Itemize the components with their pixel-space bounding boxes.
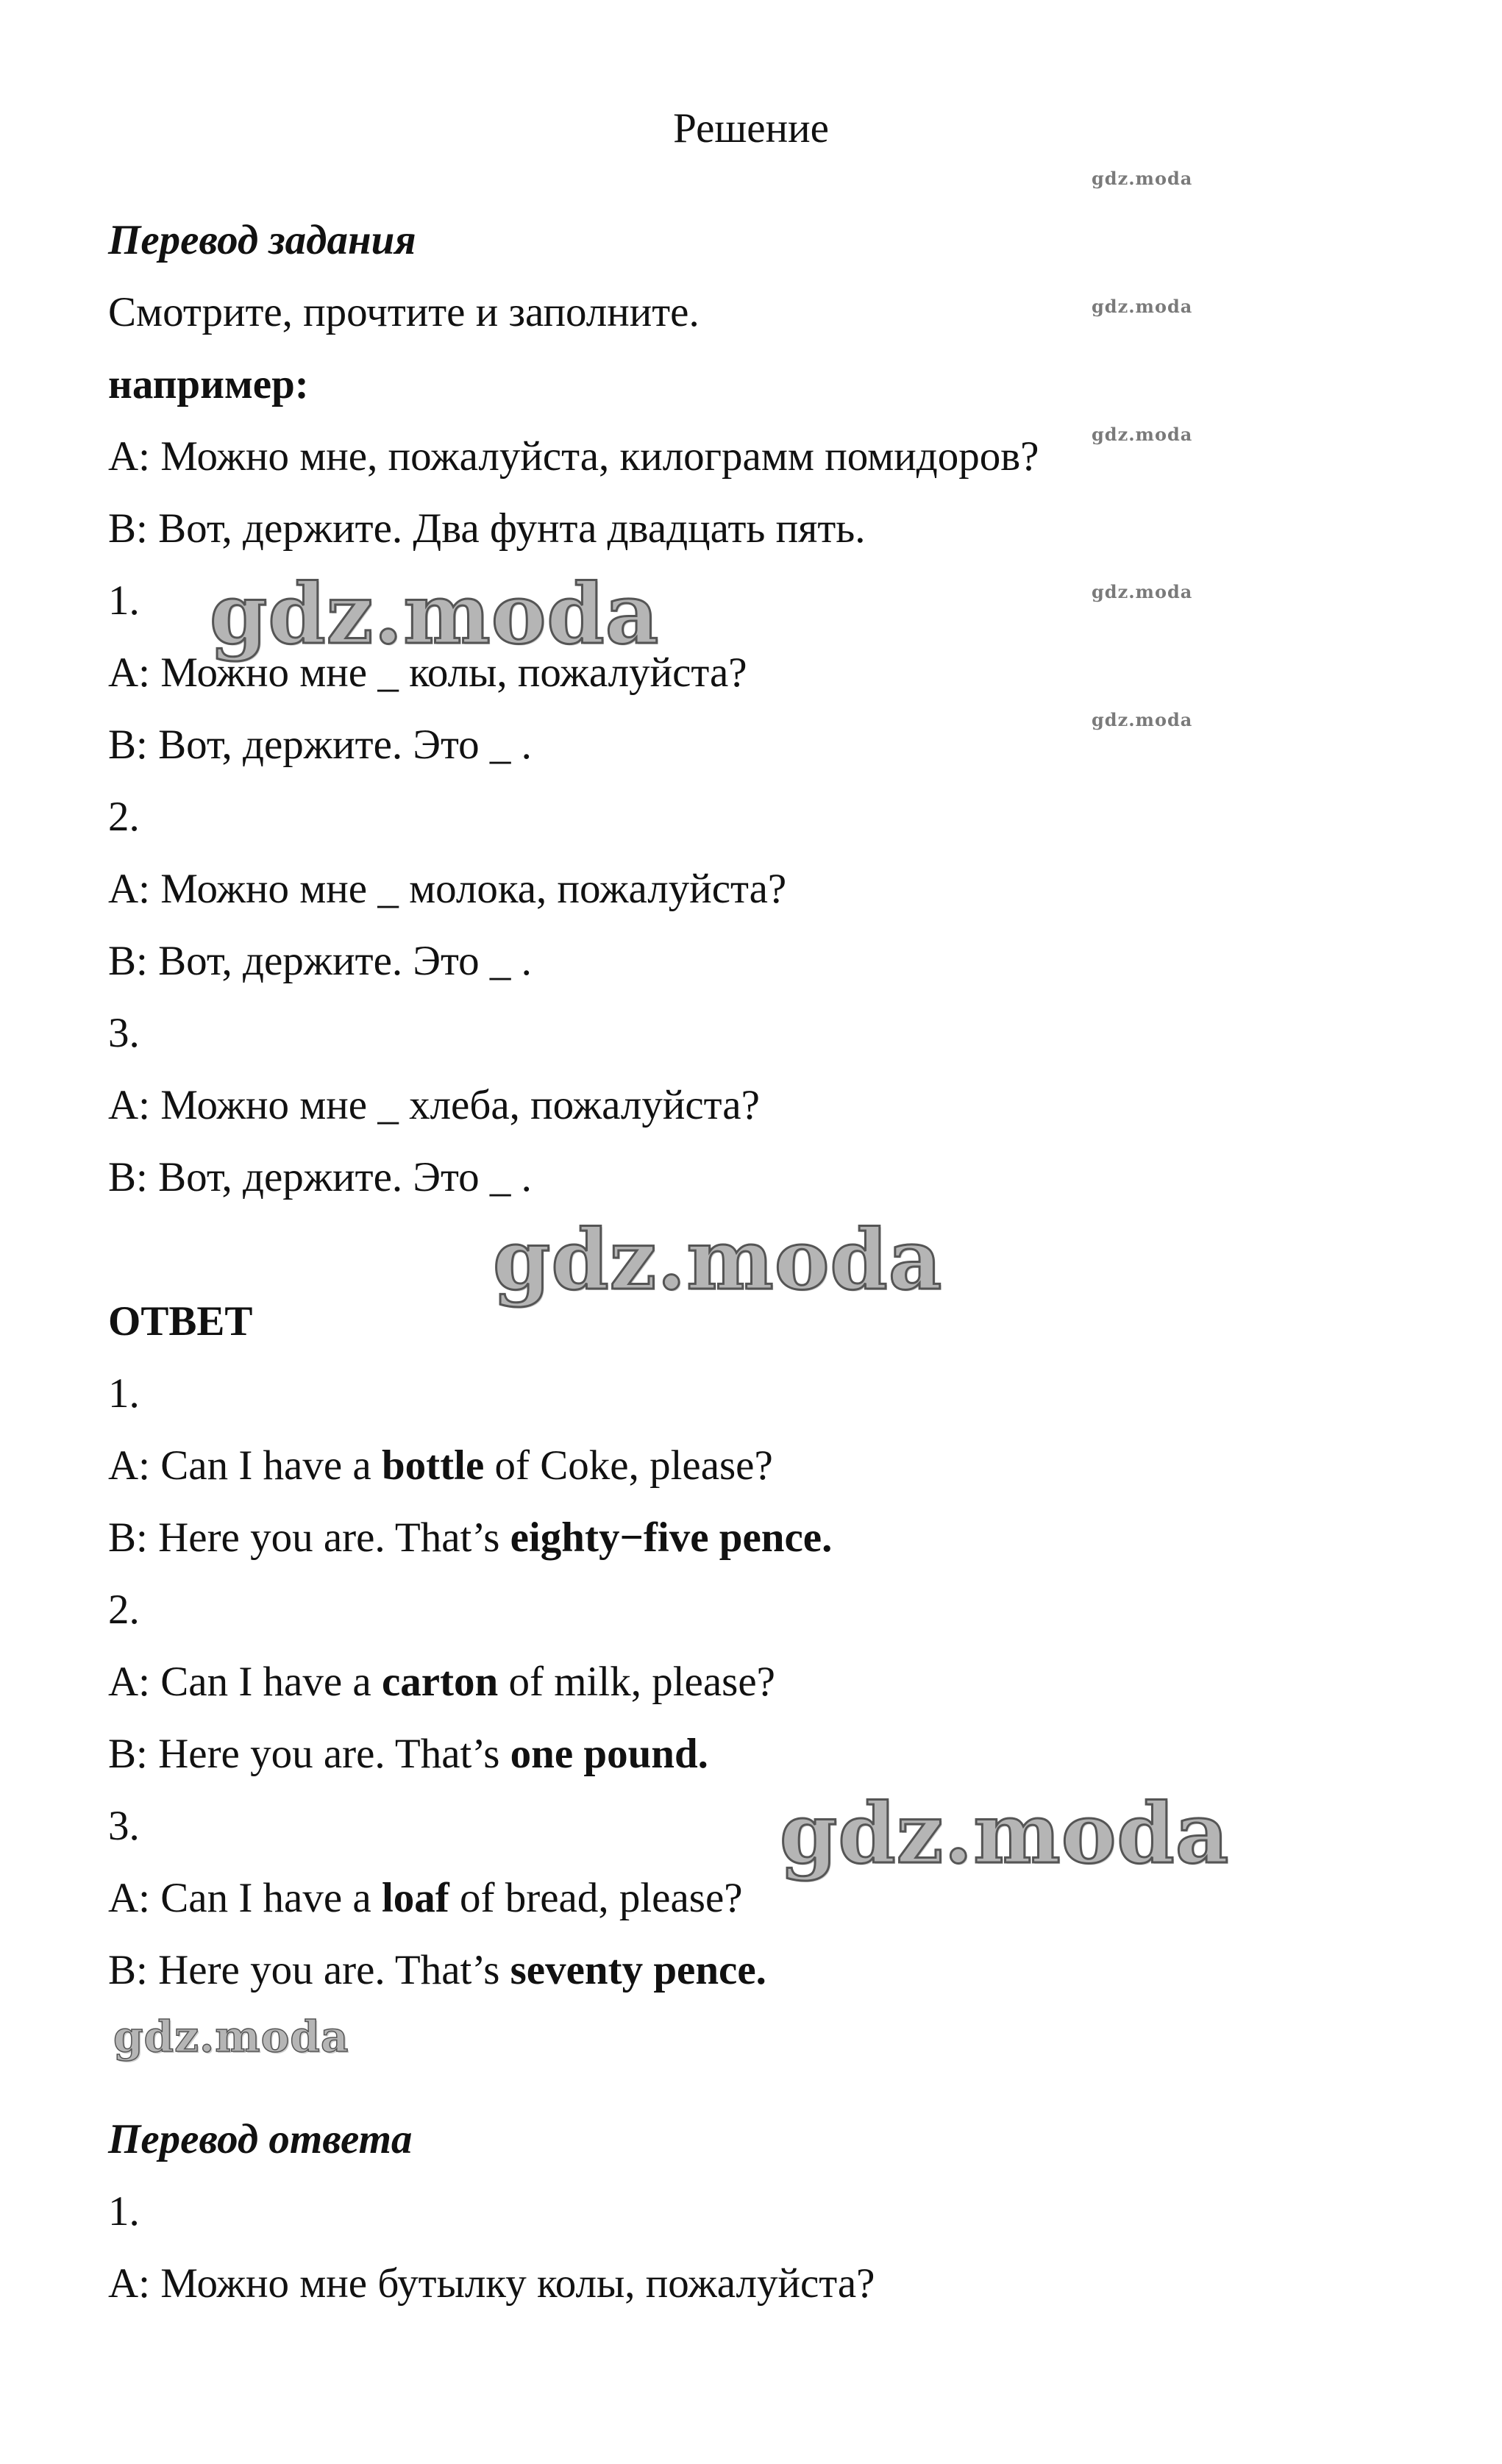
- task-item-number: 3.: [108, 1010, 140, 1056]
- task-item-line-b: B: Вот, держите. Это _ .: [108, 938, 532, 984]
- watermark: gdz.moda: [113, 2012, 349, 2062]
- answer-price: seventy pence.: [510, 1947, 766, 1993]
- task-item-line-a: A: Можно мне _ молока, пожалуйста?: [108, 866, 787, 912]
- answer-price: eighty−five pence.: [510, 1514, 833, 1561]
- watermark: gdz.moda: [1092, 168, 1193, 189]
- task-item-number: 2.: [108, 794, 140, 840]
- instruction-text: Смотрите, прочтите и заполните.: [108, 289, 700, 335]
- task-item-line-a: A: Можно мне _ хлеба, пожалуйста?: [108, 1082, 760, 1128]
- example-line-b: B: Вот, держите. Два фунта двадцать пять.: [108, 505, 866, 552]
- watermark: gdz.moda: [780, 1786, 1230, 1882]
- example-label: например:: [108, 361, 309, 407]
- task-translation-heading: Перевод задания: [108, 217, 416, 263]
- answer-line-b: B: Here you are. That’s seventy pence.: [108, 1947, 766, 1993]
- watermark: gdz.moda: [493, 1212, 943, 1308]
- answer-line-a: A: Can I have a carton of milk, please?: [108, 1659, 775, 1705]
- answer-item-number: 3.: [108, 1803, 140, 1849]
- answer-keyword: loaf: [381, 1875, 449, 1921]
- answer-heading: ОТВЕТ: [108, 1298, 253, 1345]
- example-line-a: A: Можно мне, пожалуйста, килограмм помидоров?: [108, 433, 1039, 480]
- task-item-line-b: B: Вот, держите. Это _ .: [108, 722, 532, 768]
- answer-line-a: A: Can I have a bottle of Coke, please?: [108, 1442, 773, 1489]
- answer-price: one pound.: [510, 1731, 708, 1777]
- watermark: gdz.moda: [1092, 296, 1193, 317]
- task-item-line-a: A: Можно мне _ колы, пожалуйста?: [108, 649, 747, 696]
- answer-item-number: 1.: [108, 1370, 140, 1417]
- answer-line-b: B: Here you are. That’s eighty−five pence.: [108, 1514, 833, 1561]
- answer-translation-heading: Перевод ответа: [108, 2116, 413, 2162]
- watermark: gdz.moda: [1092, 581, 1193, 602]
- answer-translation-line-a: A: Можно мне бутылку колы, пожалуйста?: [108, 2260, 875, 2307]
- task-item-number: 1.: [108, 577, 140, 624]
- answer-line-b: B: Here you are. That’s one pound.: [108, 1731, 708, 1777]
- answer-item-number: 2.: [108, 1587, 140, 1633]
- task-item-line-b: B: Вот, держите. Это _ .: [108, 1154, 532, 1200]
- page-title: Решение: [673, 105, 829, 152]
- answer-keyword: bottle: [381, 1442, 485, 1489]
- answer-keyword: carton: [381, 1659, 499, 1705]
- answer-translation-item-number: 1.: [108, 2188, 140, 2235]
- answer-line-a: A: Can I have a loaf of bread, please?: [108, 1875, 743, 1921]
- watermark: gdz.moda: [1092, 424, 1193, 445]
- watermark: gdz.moda: [210, 566, 660, 663]
- watermark: gdz.moda: [1092, 709, 1193, 730]
